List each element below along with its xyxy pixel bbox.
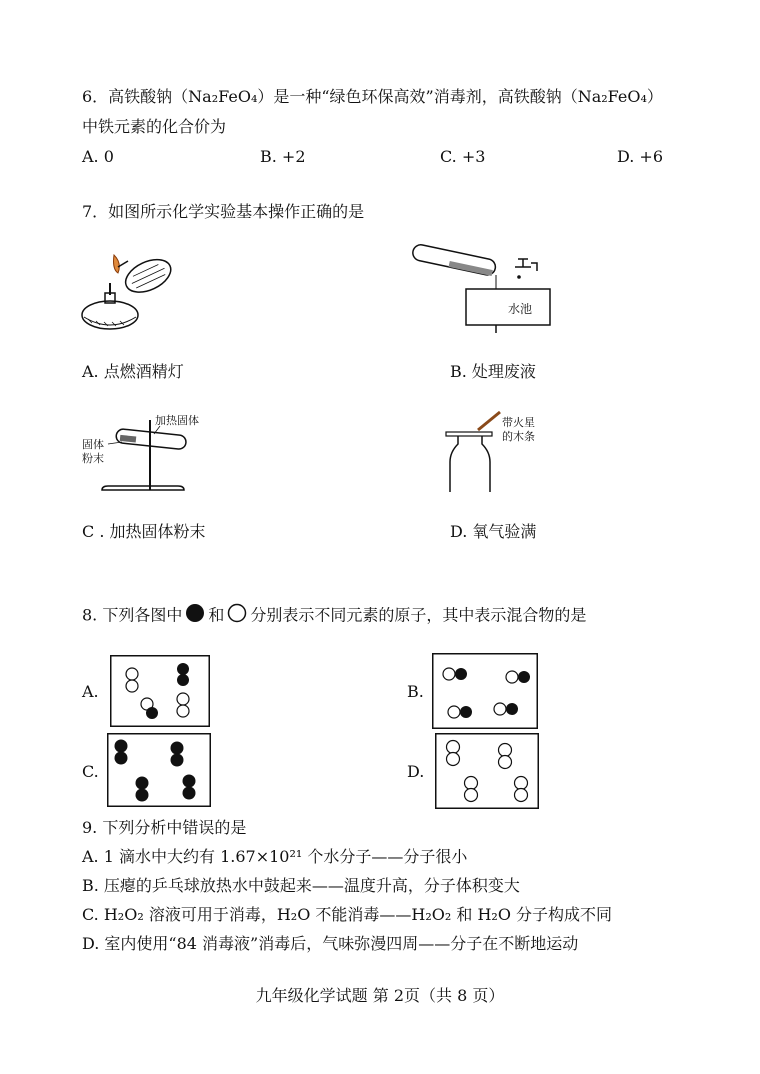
q8-box-b [432, 653, 538, 729]
black-atom-icon [185, 603, 205, 629]
fig-c-label-left-1: 固体 [82, 438, 104, 451]
q7-option-b: B. 处理废液 [450, 362, 536, 381]
fig-b-waste-liquid [410, 245, 550, 335]
q8-stem-part3: 分别表示不同元素的原子，其中表示混合物的是 [250, 605, 587, 625]
q7-option-d: D. 氧气验满 [450, 522, 537, 541]
q8-stem-part2: 和 [208, 605, 225, 625]
q8-label-b: B. [407, 682, 424, 701]
q8-stem-part1: 8. 下列各图中 [82, 605, 183, 625]
page-footer: 九年级化学试题 第 2页（共 8 页） [255, 986, 505, 1005]
fig-d-oxygen-test [440, 410, 560, 500]
q8-box-d [435, 733, 539, 809]
q8-label-c: C. [82, 762, 99, 781]
white-atom-icon [227, 603, 247, 629]
q8-box-c [107, 733, 211, 807]
fig-c-heating-solid [80, 410, 200, 500]
q8-label-d: D. [407, 762, 425, 781]
fig-d-label-1: 带火星 [502, 416, 535, 429]
q7-option-c: C . 加热固体粉末 [82, 522, 206, 541]
q6-option-d: D. +6 [617, 147, 664, 166]
q6-option-b: B. +2 [260, 147, 306, 166]
q7-stem: 7．如图所示化学实验基本操作正确的是 [82, 202, 365, 221]
fig-a-alcohol-lamp [80, 245, 180, 335]
q8-label-a: A. [82, 682, 99, 701]
q9-option-a: A. 1 滴水中大约有 1.67×10²¹ 个水分子——分子很小 [82, 847, 468, 866]
fig-c-label-top: 加热固体 [155, 414, 199, 427]
fig-b-sink-label: 水池 [508, 302, 533, 316]
q8-stem [82, 603, 586, 629]
q6-option-c: C. +3 [440, 147, 486, 166]
q9-option-c: C. H₂O₂ 溶液可用于消毒，H₂O 不能消毒——H₂O₂ 和 H₂O 分子构成不同 [82, 905, 613, 924]
q6-stem-line2: 中铁元素的化合价为 [82, 117, 227, 136]
q6-option-a: A. 0 [82, 147, 114, 166]
q6-stem-line1: 6．高铁酸钠（Na₂FeO₄）是一种“绿色环保高效”消毒剂，高铁酸钠（Na₂FeO₄） [82, 87, 663, 106]
q9-option-b: B. 压瘪的乒乓球放热水中鼓起来——温度升高，分子体积变大 [82, 876, 520, 895]
fig-c-label-left-2: 粉末 [82, 452, 104, 465]
q9-stem: 9. 下列分析中错误的是 [82, 818, 247, 837]
q9-option-d: D. 室内使用“84 消毒液”消毒后，气味弥漫四周——分子在不断地运动 [82, 934, 579, 953]
q7-option-a: A. 点燃酒精灯 [82, 362, 184, 381]
q8-box-a [110, 655, 210, 727]
fig-d-label-2: 的木条 [502, 430, 535, 443]
